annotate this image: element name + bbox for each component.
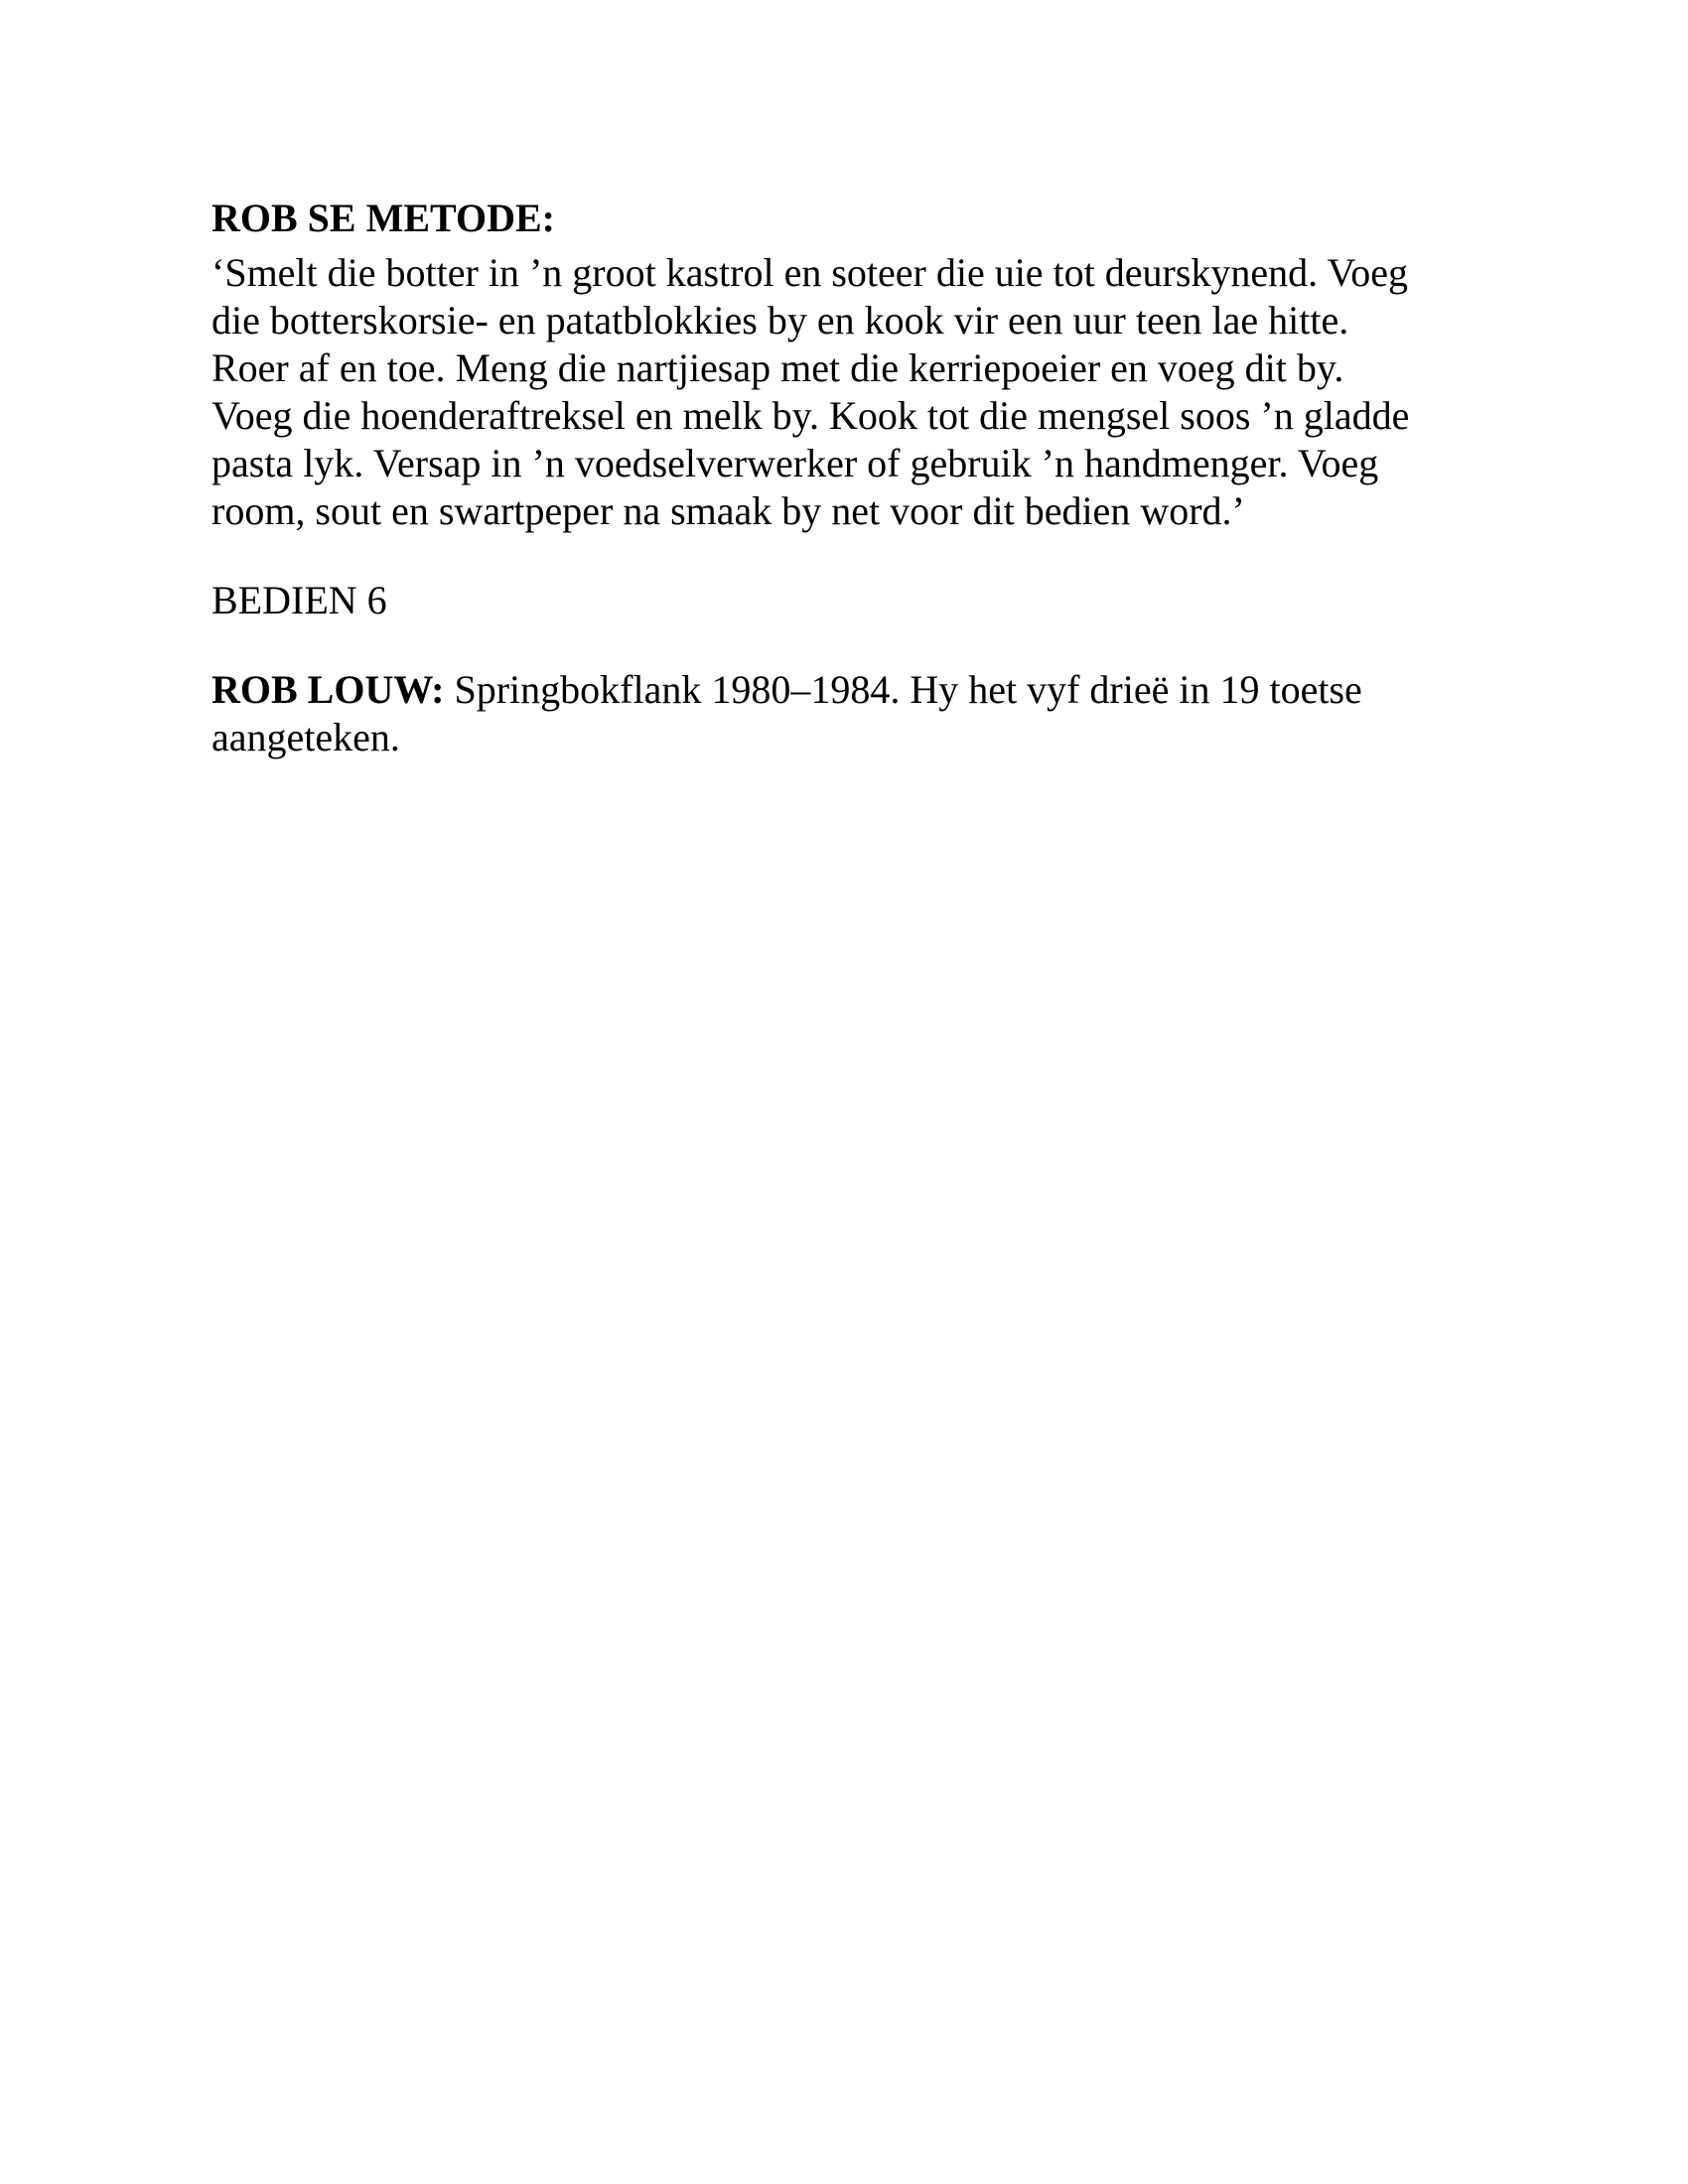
bio-name: ROB LOUW: xyxy=(211,667,445,712)
serves-line: BEDIEN 6 xyxy=(211,578,387,622)
bio-paragraph xyxy=(211,666,1492,761)
method-heading: ROB SE METODE: xyxy=(211,196,555,240)
recipe-text-block xyxy=(211,195,1492,761)
method-paragraph: ‘Smelt die botter in ’n groot kastrol en soteer die uie tot deurskynend. Voeg die botterskorsie- en patatblokkies by en kook vir een uur teen lae hitte. Roer af en toe. Meng die nartjiesap met die kerriepoeier en voeg dit by. Voeg die hoenderaftreksel en melk by. Kook tot die mengsel soos ’n gladde pasta lyk. Versap in ’n voedselverwerker of gebruik ’n handmenger. Voeg room, sout en swartpeper na smaak by net voor dit bedien word.’ xyxy=(211,250,1410,533)
bio-text: Springbokflank 1980–1984. Hy het vyf drieë in 19 toetse aangeteken. xyxy=(211,667,1362,759)
